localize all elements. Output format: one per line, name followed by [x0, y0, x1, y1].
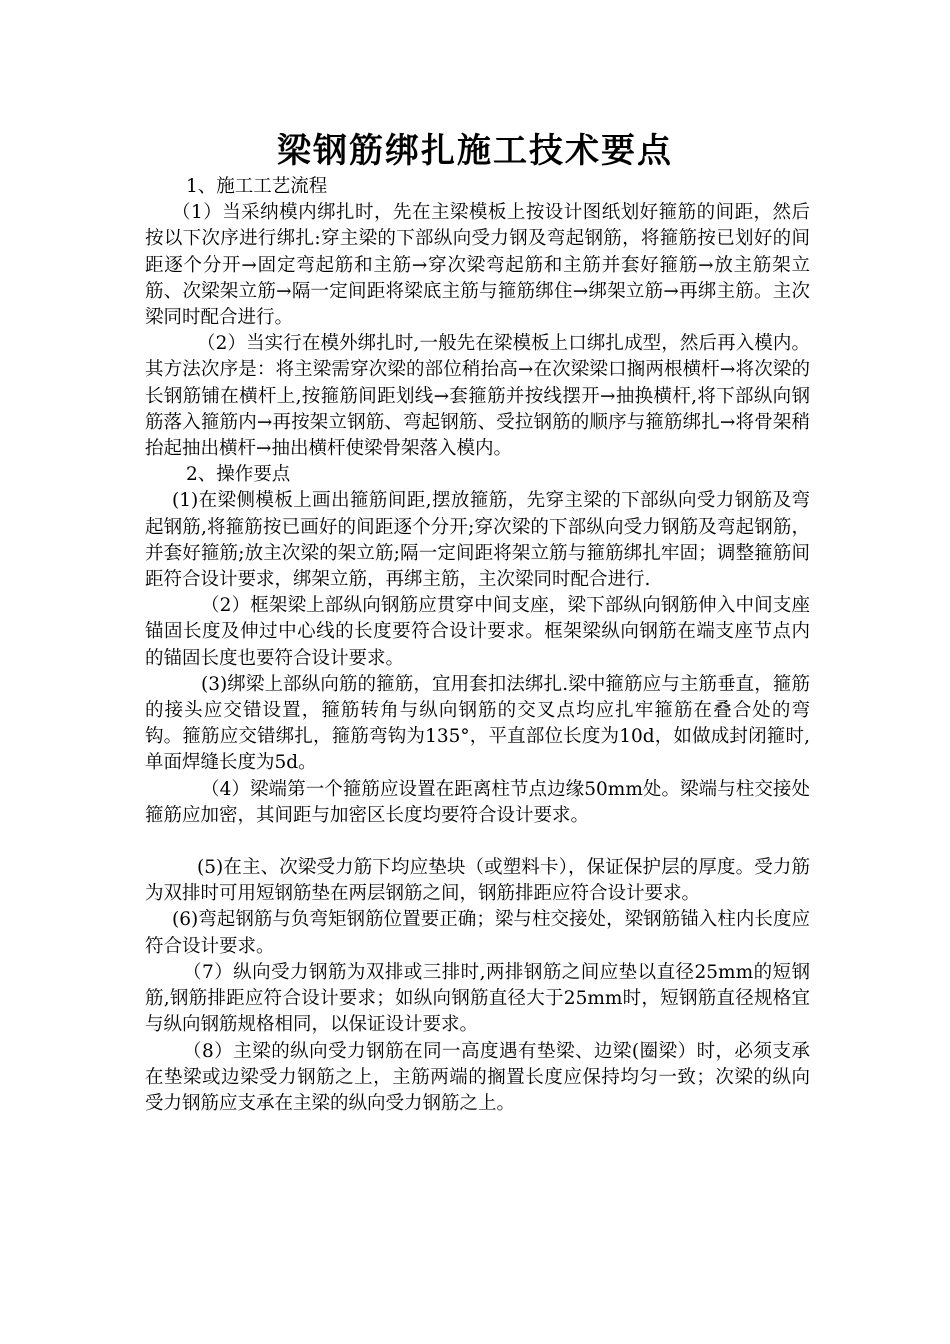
- document-body: [145, 174, 810, 1117]
- paragraph-operation-8: （8）主梁的纵向受力钢筋在同一高度遇有垫梁、边梁(圈梁）时，必须支承在垫梁或边梁受力钢筋之上，主筋两端的搁置长度应保持均匀一致；次梁的纵向受力钢筋应支承在主梁的纵向受力钢筋之上。: [145, 1040, 810, 1114]
- paragraph-operation-2: （2）框架梁上部纵向钢筋应贯穿中间支座，梁下部纵向钢筋伸入中间支座锚固长度及伸过中心线的长度要符合设计要求。框架梁纵向钢筋在端支座节点内的锚固长度也要符合设计要求。: [145, 595, 810, 669]
- paragraph-operation-6: (6)弯起钢筋与负弯矩钢筋位置要正确；梁与柱交接处，梁钢筋锚入柱内长度应符合设计要求。: [145, 909, 810, 957]
- paragraph-operation-1: (1)在梁侧模板上画出箍筋间距,摆放箍筋，先穿主梁的下部纵向受力钢筋及弯起钢筋,将箍筋按已画好的间距逐个分开;穿次梁的下部纵向受力钢筋及弯起钢筋，并套好箍筋;放主次梁的架立筋;隔一定间距将架立筋与箍筋绑扎牢固；调整箍筋间距符合设计要求，绑架立筋，再绑主筋，主次梁同时配合进行.: [145, 490, 810, 591]
- paragraph-operation-7: （7）纵向受力钢筋为双排或三排时,两排钢筋之间应垫以直径25mm的短钢筋,钢筋排距应符合设计要求；如纵向钢筋直径大于25mm时，短钢筋直径规格宜与纵向钢筋规格相同，以保证设计要求。: [145, 961, 810, 1036]
- section-heading-operation: 2、操作要点: [186, 464, 291, 486]
- section-heading-process: 1、施工工艺流程: [186, 176, 328, 197]
- paragraph-operation-3: (3)绑梁上部纵向筋的箍筋，宜用套扣法绑扎.梁中箍筋应与主筋垂直，箍筋的接头应交错设置，箍筋转角与纵向钢筋的交叉点均应扎牢箍筋在叠合处的弯钩。箍筋应交错绑扎，箍筋弯钩为135°，平直部位长度为10d，如做成封闭箍时,单面焊缝长度为5d。: [145, 673, 810, 774]
- paragraph-spacer: [145, 829, 810, 855]
- paragraph-process-1: （1）当采纳模内绑扎时，先在主梁模板上按设计图纸划好箍筋的间距，然后按以下次序进行绑扎:穿主梁的下部纵向受力钢及弯起钢筋，将箍筋按已划好的间距逐个分开→固定弯起筋和主筋→穿次梁弯起筋和主筋并套好箍筋→放主筋架立筋、次梁架立筋→隔一定间距将梁底主筋与箍筋绑住→绑架立筋→再绑主筋。主次梁同时配合进行。: [145, 202, 810, 329]
- paragraph-process-2: （2）当实行在模外绑扎时,一般先在梁模板上口绑扎成型，然后再入模内。其方法次序是：将主梁需穿次梁的部位稍抬高→在次梁梁口搁两根横杆→将次梁的长钢筋铺在横杆上,按箍筋间距划线→套箍筋并按线摆开→抽换横杆,将下部纵向钢筋落入箍筋内→再按架立钢筋、弯起钢筋、受拉钢筋的顺序与箍筋绑扎→将骨架稍抬起抽出横杆→抽出横杆使梁骨架落入模内。: [145, 333, 810, 460]
- paragraph-operation-5: (5)在主、次梁受力筋下均应垫块（或塑料卡），保证保护层的厚度。受力筋为双排时可用短钢筋垫在两层钢筋之间，钢筋排距应符合设计要求。: [145, 857, 810, 905]
- document-title: 梁钢筋绑扎施工技术要点: [277, 131, 673, 171]
- paragraph-operation-4: （4）梁端第一个箍筋应设置在距离柱节点边缘50mm处。梁端与柱交接处箍筋应加密，其间距与加密区长度均要符合设计要求。: [145, 778, 810, 826]
